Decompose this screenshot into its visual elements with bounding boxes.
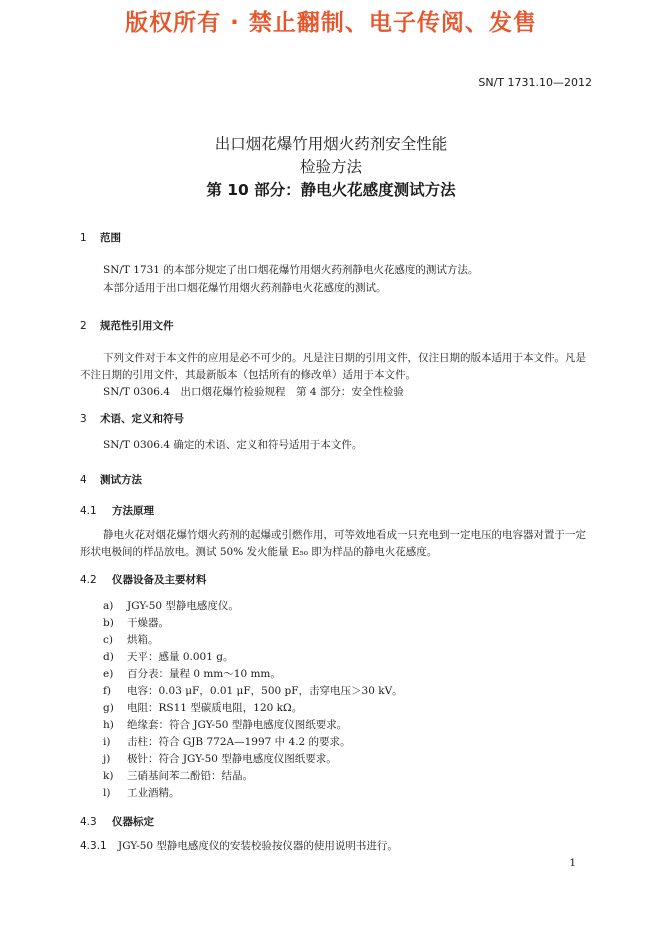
- list-item-label: a): [103, 600, 114, 612]
- list-item: [103, 632, 159, 647]
- list-item-label: h): [103, 719, 114, 731]
- list-item-text: 极针：符合 JGY-50 型静电感度仪图纸要求。: [127, 753, 337, 765]
- section-1-paragraph-1: SN/T 1731 的本部分规定了出口烟花爆竹用烟火药剂静电火花感度的测试方法。: [103, 264, 479, 276]
- section-4-3-1-paragraph: [80, 838, 398, 855]
- section-4-1-paragraph-1: 静电火花对烟花爆竹烟火药剂的起爆或引燃作用，可等效地看成一只充电到一定电压的电容器对置于一定形状电极间的样品放电。测试 50% 发火能量 E₅₀ 即为样品的静电火花感度。: [80, 529, 586, 558]
- section-title: 方法原理: [112, 505, 154, 517]
- list-item: [103, 785, 180, 800]
- list-item: [103, 734, 351, 749]
- section-3-heading: [80, 411, 184, 426]
- section-number: 1: [80, 232, 87, 244]
- list-item: [103, 666, 281, 681]
- list-item-label: j): [103, 753, 111, 765]
- list-item-text: 工业酒精。: [127, 787, 180, 799]
- title-line-3: 第 10 部分：静电火花感度测试方法: [206, 181, 456, 199]
- list-item: [103, 683, 403, 698]
- list-item-text: 击柱：符合 GJB 772A—1997 中 4.2 的要求。: [127, 736, 351, 748]
- section-2-reference: SN/T 0306.4 出口烟花爆竹检验规程 第 4 部分：安全性检验: [103, 386, 404, 398]
- section-number: 4.1: [80, 505, 97, 517]
- list-item-text: 电阻：RS11 型碳质电阻，120 kΩ。: [127, 702, 303, 714]
- list-item: [103, 768, 253, 783]
- list-item-label: f): [103, 685, 111, 697]
- list-item-text: 电容：0.03 μF，0.01 μF，500 pF，击穿电压＞30 kV。: [127, 685, 403, 697]
- list-item: [103, 700, 302, 715]
- section-number: 3: [80, 413, 87, 425]
- section-number: 4.3.1: [80, 840, 107, 852]
- section-1-paragraph-2: 本部分适用于出口烟花爆竹用烟火药剂静电火花感度的测试。: [103, 282, 387, 294]
- list-item-text: 烘箱。: [127, 634, 159, 646]
- title-line-2: 检验方法: [299, 158, 362, 176]
- list-item: [103, 598, 239, 613]
- section-2-paragraph-1: 下列文件对于本文件的应用是必不可少的。凡是注日期的引用文件，仅注日期的版本适用于本文件。凡是不注日期的引用文件，其最新版本（包括所有的修改单）适用于本文件。: [80, 352, 586, 381]
- section-title: 仪器标定: [112, 816, 154, 828]
- list-item: [103, 615, 169, 630]
- list-item-text: 百分表：量程 0 mm～10 mm。: [127, 668, 281, 680]
- list-item-text: JGY-50 型静电感度仪。: [127, 600, 239, 612]
- list-item-text: 绝缘套：符合 JGY-50 型静电感度仪图纸要求。: [127, 719, 348, 731]
- copyright-watermark: 版权所有 · 禁止翻制、电子传阅、发售: [125, 10, 537, 36]
- section-2-heading: [80, 318, 174, 333]
- list-item-text: 三硝基间苯二酚铅：结晶。: [127, 770, 253, 782]
- section-4-3-heading: [80, 814, 154, 829]
- list-item: [103, 717, 347, 732]
- section-4-3-1-text: JGY-50 型静电感度仪的安装校验按仪器的使用说明书进行。: [118, 840, 398, 852]
- list-item-label: c): [103, 634, 113, 646]
- section-title: 范围: [100, 232, 121, 244]
- section-4-1-heading: [80, 503, 154, 518]
- section-title: 术语、定义和符号: [100, 413, 184, 425]
- section-title: 仪器设备及主要材料: [112, 574, 207, 586]
- section-number: 4.3: [80, 816, 97, 828]
- list-item-label: e): [103, 668, 114, 680]
- section-title: 规范性引用文件: [100, 320, 174, 332]
- list-item-label: i): [103, 736, 111, 748]
- list-item-label: g): [103, 702, 114, 714]
- list-item: [103, 649, 233, 664]
- section-number: 2: [80, 320, 87, 332]
- section-4-2-heading: [80, 572, 207, 587]
- list-item-text: 干燥器。: [127, 617, 169, 629]
- list-item-label: b): [103, 617, 114, 629]
- section-3-paragraph-1: SN/T 0306.4 确定的术语、定义和符号适用于本文件。: [103, 439, 363, 451]
- title-line-1: 出口烟花爆竹用烟火药剂安全性能: [214, 135, 448, 153]
- section-title: 测试方法: [100, 474, 142, 486]
- section-number: 4.2: [80, 574, 97, 586]
- standard-number: SN/T 1731.10—2012: [478, 76, 592, 89]
- list-item-text: 天平：感量 0.001 g。: [127, 651, 234, 663]
- list-item-label: l): [103, 787, 111, 799]
- section-number: 4: [80, 474, 87, 486]
- section-4-heading: [80, 472, 142, 487]
- list-item: [103, 751, 337, 766]
- page-number: 1: [569, 857, 576, 869]
- section-1-heading: [80, 230, 121, 245]
- list-item-label: d): [103, 651, 114, 663]
- list-item-label: k): [103, 770, 114, 782]
